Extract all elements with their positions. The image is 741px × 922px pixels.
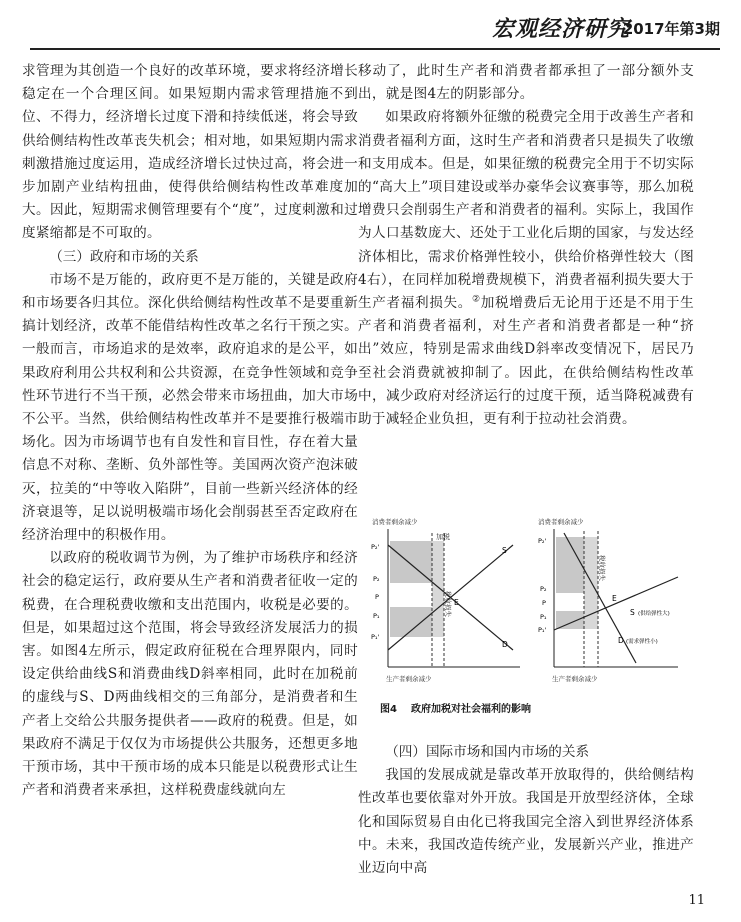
section-number: （四）: [385, 744, 426, 760]
left-e-label: E: [454, 598, 459, 607]
paragraph: [358, 106, 694, 431]
left-y-p2: P₂: [373, 575, 380, 583]
left-producer-loss-area: [390, 607, 432, 637]
right-panel: [538, 517, 678, 683]
page-header: [30, 6, 720, 50]
left-mid-label: 税收损失: [444, 591, 452, 617]
right-y-p2: P₂: [540, 585, 547, 593]
footnote-marker: ②: [471, 294, 481, 305]
left-top-label: 消费者剩余减少: [372, 518, 418, 526]
right-y-p1: P₁: [540, 613, 547, 621]
right-column-lower: [358, 741, 694, 880]
left-y-p1p: P₁': [371, 633, 380, 641]
left-tax-band: [432, 541, 444, 637]
section-heading: [22, 246, 358, 269]
right-top-label: 消费者剩余减少: [538, 518, 584, 526]
figure-caption: [380, 700, 710, 715]
section-title: 政府和市场的关系: [89, 248, 199, 265]
left-y-p2p: P₂': [371, 543, 380, 551]
left-bottom-label: 生产者剩余减少: [386, 675, 432, 683]
right-d-label: D: [618, 636, 624, 645]
paragraph: 求管理为其创造一个良好的改革环境，要求将经济增长稳定在一个合理区间。如果短期内需求管理措施不到位、不得力，经济增长过度下滑和持续低迷，将会导致供给侧结构性改革丧失机会；相对地，如果短期内需求刺激措施过度运用，造成经济增长过快过高，将会进一步加剧产业结构扭曲，使得供给侧结构性改革难度加大。因此，短期需求侧管理要有个“度”，过度刺激和过度紧缩都是不可取的。: [22, 63, 358, 242]
journal-title: 宏观经济研究: [491, 16, 630, 42]
left-y-p: P: [375, 593, 379, 601]
left-column: [22, 60, 358, 803]
right-y-p: P: [542, 599, 546, 607]
left-d-label: D: [502, 640, 508, 649]
paragraph-text: 加税增费后无论用于还是不用于生产者和消费者福利，对生产者和消费者都是一种“挤出”效应，特别是需求曲线D斜率改变情况下，居民乃至社会消费就被抑制了。因此，在供给侧结构性改革中，减少政府对经济运行的过度干预，适当降税减费有助于减轻企业负担，更有利于拉动社会消费。: [358, 295, 695, 428]
tax-welfare-diagram: [368, 515, 683, 695]
right-tax-band: [584, 537, 598, 629]
section-number: （三）: [49, 248, 90, 265]
section-heading: [358, 741, 694, 764]
paragraph: 以政府的税收调节为例，为了维护市场秩序和经济社会的稳定运行，政府要从生产者和消费者征收一定的税费，在合理税费收缴和支出范围内，收税是必要的。但是，如果超过这个范围，将会导致经济发展活力的损害。如图4左所示，假定政府征税在合理界限内，同时设定供给曲线S和消费曲线D斜率相同，此时在加税前的虚线与S、D两曲线相交的三角部分，是消费者和生产者上交给公共服务提供者——政府的税费。但是，如果政府不满足于仅仅为市场提供公共服务，还想更多地干预市场，其中干预市场的成本只能是以税费形式让生产者和消费者来承担，这样税费虚线就向左: [22, 550, 358, 799]
paragraph-text: 如果政府将额外征缴的税费完全用于改善生产者和消费者福利方面，这时生产者和消费者只是损失了收缴和支用成本。但是，如果征缴的税费完全用于不切实际的“高大上”项目建设或举办豪华会议赛事等，那么加税增费只会削弱生产者和消费者的福利。实际上，我国作为人口基数庞大、还处于工业化后期的国家，与发达经济体相比，需求价格弹性较小，供给价格弹性较大（图4右），在同样加税增费规模下，消费者福利损失要大于生产者福利损失。: [358, 109, 694, 312]
left-s-label: S: [502, 546, 507, 555]
caption-text: 政府加税对社会福利的影响: [410, 704, 531, 715]
page-number: 11: [688, 893, 705, 908]
right-y-p1p: P₁': [538, 626, 547, 634]
right-e-label: E: [612, 594, 617, 603]
paragraph: 我国的发展成就是靠改革开放取得的，供给侧结构性改革也要依靠对外开放。我国是开放型经济体，全球化和国际贸易自由化已将我国完全溶入到世界经济体系中。未来，我国改造传统产业，发展新兴产业，推进产业迈向中高: [358, 767, 694, 877]
right-producer-loss-area: [556, 611, 584, 629]
figure-4: [368, 515, 683, 725]
left-tax-label: 加税: [436, 533, 450, 541]
caption-label: 图4: [380, 704, 397, 715]
section-title: 国际市场和国内市场的关系: [425, 744, 590, 760]
right-bottom-label: 生产者剩余减少: [552, 675, 598, 683]
paragraph: 市场不是万能的，政府更不是万能的，关键是政府和市场要各归其位。深化供给侧结构性改革不是要重新搞计划经济，改革不能借结构性改革之名行干预之实。一般而言，市场追求的是效率，政府追求的是公平，如果政府利用公共权利和公共资源，在竞争性领域和竞争性环节进行不当干预，必然会带来市场扭曲，加大市场不公平。当然，供给侧结构性改革并不是要推行极端市场化。因为市场调节也有自发性和盲目性，存在着大量信息不对称、垄断、负外部性等。美国两次资产泡沫破灭，拉美的“中等收入陷阱”，目前一些新兴经济体的经济衰退等，足以说明极端市场化会削弱甚至否定政府在经济治理中的积极作用。: [22, 271, 358, 544]
right-consumer-loss-area: [556, 537, 584, 593]
issue-label: 2017年第3期: [622, 20, 720, 38]
right-s-note: (供给弹性大): [638, 611, 670, 617]
right-tax-label: 税收损失: [598, 555, 606, 581]
right-s-label: S: [630, 608, 635, 617]
right-y-p2p: P₂': [538, 537, 547, 545]
left-panel: [371, 517, 520, 683]
left-y-p1: P₁: [373, 612, 380, 620]
right-d-note: (需求弹性小): [626, 639, 658, 645]
paragraph: 移动了，此时生产者和消费者都承担了一部分额外支出，就是图4左的阴影部分。: [358, 63, 694, 103]
right-column: [358, 60, 694, 431]
